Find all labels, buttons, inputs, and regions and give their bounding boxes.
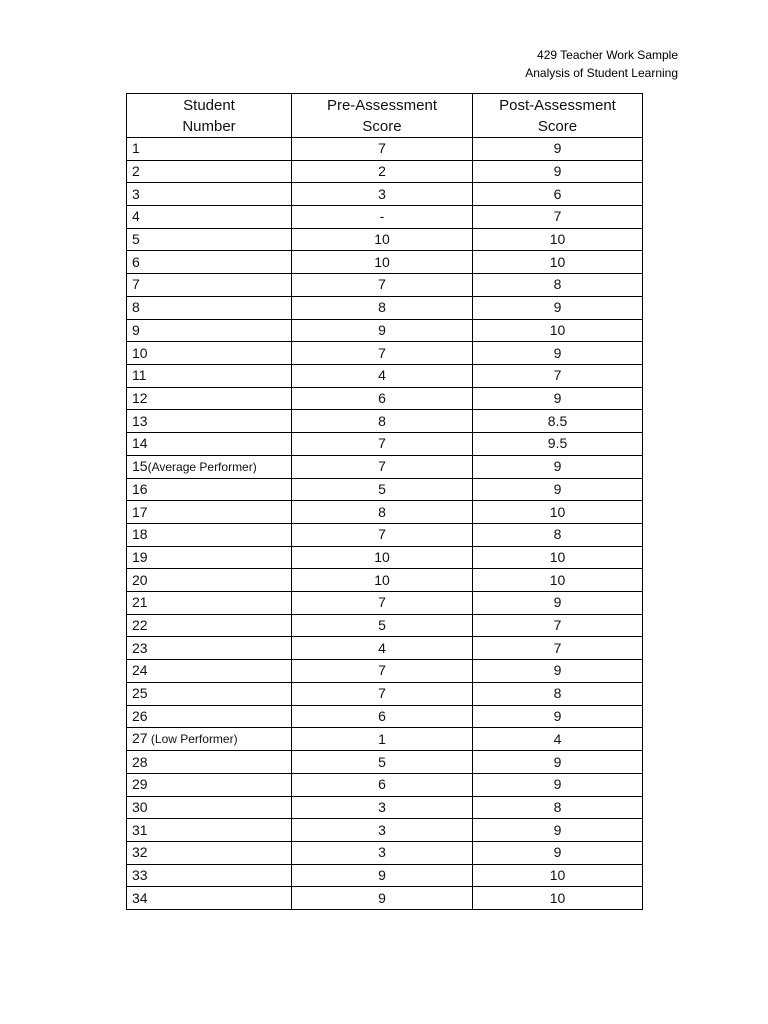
pre-assessment-score: 6 xyxy=(292,387,473,410)
pre-assessment-score: 4 xyxy=(292,637,473,660)
post-assessment-score: 9 xyxy=(473,160,643,183)
pre-assessment-score: 7 xyxy=(292,455,473,478)
table-row xyxy=(127,138,643,161)
student-number: 29 xyxy=(132,776,148,793)
student-number: 30 xyxy=(132,798,148,815)
table-row xyxy=(127,524,643,547)
student-number: 15 xyxy=(132,457,148,474)
column-header-line: Pre-Assessment xyxy=(326,96,438,114)
pre-assessment-score: 10 xyxy=(292,569,473,592)
pre-assessment-score: 6 xyxy=(292,773,473,796)
post-assessment-score: 9 xyxy=(473,342,643,365)
student-number: 10 xyxy=(132,344,148,361)
post-assessment-score: 10 xyxy=(473,251,643,274)
pre-assessment-score: 2 xyxy=(292,160,473,183)
student-number: 31 xyxy=(132,821,148,838)
table-row xyxy=(127,705,643,728)
student-number: 23 xyxy=(132,639,148,656)
column-header-line: Score xyxy=(537,117,578,135)
pre-assessment-score: 7 xyxy=(292,274,473,297)
post-assessment-score: 9 xyxy=(473,387,643,410)
table-row xyxy=(127,410,643,433)
student-number: 13 xyxy=(132,412,148,429)
pre-assessment-score: 3 xyxy=(292,819,473,842)
pre-assessment-score: - xyxy=(292,206,473,229)
student-number: 12 xyxy=(132,389,148,406)
table-row xyxy=(127,682,643,705)
table-row xyxy=(127,455,643,478)
student-number: 33 xyxy=(132,866,148,883)
table-row xyxy=(127,251,643,274)
post-assessment-score: 10 xyxy=(473,864,643,887)
column-header-line: Score xyxy=(362,117,402,135)
student-number-cell xyxy=(127,183,292,206)
student-number-cell xyxy=(127,342,292,365)
post-assessment-score: 4 xyxy=(473,728,643,751)
table-row xyxy=(127,569,643,592)
column-header-line: Post-Assessment xyxy=(499,96,616,114)
document-header xyxy=(525,46,678,82)
post-assessment-score: 7 xyxy=(473,637,643,660)
student-number-cell xyxy=(127,501,292,524)
student-number: 7 xyxy=(132,276,140,293)
post-assessment-score: 9 xyxy=(473,478,643,501)
header-row xyxy=(127,94,643,138)
column-header-line: Student xyxy=(183,96,235,114)
post-assessment-score: 8 xyxy=(473,796,643,819)
pre-assessment-score: 7 xyxy=(292,660,473,683)
pre-assessment-score: 7 xyxy=(292,682,473,705)
student-number: 1 xyxy=(132,140,140,157)
student-number-cell xyxy=(127,728,292,751)
pre-assessment-score: 9 xyxy=(292,887,473,910)
table-row xyxy=(127,296,643,319)
table-row xyxy=(127,432,643,455)
pre-assessment-score: 7 xyxy=(292,592,473,615)
student-number: 25 xyxy=(132,685,148,702)
student-number-cell xyxy=(127,432,292,455)
student-number-cell xyxy=(127,796,292,819)
student-number-cell xyxy=(127,841,292,864)
post-assessment-score: 9 xyxy=(473,660,643,683)
column-header-pre-assessment xyxy=(292,94,473,138)
pre-assessment-score: 7 xyxy=(292,432,473,455)
pre-assessment-score: 3 xyxy=(292,841,473,864)
student-number-cell xyxy=(127,660,292,683)
student-number-cell xyxy=(127,546,292,569)
student-number: 27 xyxy=(132,730,148,747)
student-number: 24 xyxy=(132,662,148,679)
pre-assessment-score: 10 xyxy=(292,228,473,251)
table-row xyxy=(127,592,643,615)
post-assessment-score: 9 xyxy=(473,455,643,478)
table-row xyxy=(127,614,643,637)
table-row xyxy=(127,819,643,842)
student-number: 17 xyxy=(132,503,148,520)
header-title: 429 Teacher Work Sample xyxy=(537,48,678,62)
student-number: 14 xyxy=(132,435,148,452)
post-assessment-score: 9.5 xyxy=(473,432,643,455)
performer-note: (Low Performer) xyxy=(147,732,238,747)
student-number-cell xyxy=(127,592,292,615)
student-number-cell xyxy=(127,819,292,842)
table-head xyxy=(127,94,643,138)
post-assessment-score: 9 xyxy=(473,592,643,615)
header-subtitle: Analysis of Student Learning xyxy=(525,66,678,80)
student-number-cell xyxy=(127,773,292,796)
pre-assessment-score: 9 xyxy=(292,864,473,887)
pre-assessment-score: 1 xyxy=(292,728,473,751)
student-number-cell xyxy=(127,614,292,637)
table-row xyxy=(127,660,643,683)
student-number: 34 xyxy=(132,889,148,906)
table-row xyxy=(127,796,643,819)
student-number-cell xyxy=(127,319,292,342)
post-assessment-score: 9 xyxy=(473,841,643,864)
student-number-cell xyxy=(127,228,292,251)
pre-assessment-score: 3 xyxy=(292,796,473,819)
student-number: 21 xyxy=(132,594,148,611)
student-number-cell xyxy=(127,478,292,501)
student-number-cell xyxy=(127,410,292,433)
table-row xyxy=(127,228,643,251)
student-number: 32 xyxy=(132,844,148,861)
post-assessment-score: 9 xyxy=(473,751,643,774)
student-number-cell xyxy=(127,524,292,547)
pre-assessment-score: 3 xyxy=(292,183,473,206)
post-assessment-score: 8 xyxy=(473,682,643,705)
post-assessment-score: 10 xyxy=(473,887,643,910)
student-number-cell xyxy=(127,206,292,229)
post-assessment-score: 6 xyxy=(473,183,643,206)
post-assessment-score: 9 xyxy=(473,773,643,796)
post-assessment-score: 9 xyxy=(473,138,643,161)
student-number: 11 xyxy=(132,367,147,384)
table-row xyxy=(127,728,643,751)
student-number-cell xyxy=(127,887,292,910)
post-assessment-score: 8 xyxy=(473,274,643,297)
student-number-cell xyxy=(127,296,292,319)
pre-assessment-score: 5 xyxy=(292,478,473,501)
table-body xyxy=(127,138,643,910)
table-row xyxy=(127,864,643,887)
table-row xyxy=(127,342,643,365)
performer-note: (Average Performer) xyxy=(147,459,257,474)
student-number: 6 xyxy=(132,253,140,270)
column-header-student-number xyxy=(127,94,292,138)
table-row xyxy=(127,637,643,660)
table-row xyxy=(127,206,643,229)
student-number: 16 xyxy=(132,480,148,497)
post-assessment-score: 9 xyxy=(473,819,643,842)
student-number-cell xyxy=(127,864,292,887)
student-number: 9 xyxy=(132,321,140,338)
student-number-cell xyxy=(127,160,292,183)
table-row xyxy=(127,546,643,569)
table-row xyxy=(127,160,643,183)
student-number-cell xyxy=(127,138,292,161)
student-number: 3 xyxy=(132,185,140,202)
table-row xyxy=(127,364,643,387)
post-assessment-score: 9 xyxy=(473,705,643,728)
student-number-cell xyxy=(127,274,292,297)
post-assessment-score: 7 xyxy=(473,206,643,229)
post-assessment-score: 7 xyxy=(473,364,643,387)
table-row xyxy=(127,841,643,864)
pre-assessment-score: 7 xyxy=(292,138,473,161)
post-assessment-score: 8.5 xyxy=(473,410,643,433)
student-number: 19 xyxy=(132,549,148,566)
pre-assessment-score: 6 xyxy=(292,705,473,728)
pre-assessment-score: 5 xyxy=(292,614,473,637)
pre-assessment-score: 10 xyxy=(292,251,473,274)
student-number-cell xyxy=(127,751,292,774)
pre-assessment-score: 10 xyxy=(292,546,473,569)
table-row xyxy=(127,751,643,774)
table-row xyxy=(127,887,643,910)
post-assessment-score: 10 xyxy=(473,319,643,342)
student-number-cell xyxy=(127,705,292,728)
pre-assessment-score: 8 xyxy=(292,296,473,319)
assessment-scores-table xyxy=(126,93,643,910)
table-row xyxy=(127,387,643,410)
pre-assessment-score: 7 xyxy=(292,342,473,365)
table-row xyxy=(127,183,643,206)
post-assessment-score: 10 xyxy=(473,546,643,569)
student-number-cell xyxy=(127,387,292,410)
student-number-cell xyxy=(127,682,292,705)
pre-assessment-score: 5 xyxy=(292,751,473,774)
table-row xyxy=(127,274,643,297)
post-assessment-score: 10 xyxy=(473,228,643,251)
student-number: 2 xyxy=(132,163,140,180)
student-number: 28 xyxy=(132,753,148,770)
student-number: 22 xyxy=(132,617,148,634)
post-assessment-score: 7 xyxy=(473,614,643,637)
table-row xyxy=(127,501,643,524)
table-row xyxy=(127,773,643,796)
column-header-post-assessment xyxy=(473,94,643,138)
post-assessment-score: 10 xyxy=(473,569,643,592)
student-number-cell xyxy=(127,569,292,592)
table-row xyxy=(127,478,643,501)
pre-assessment-score: 9 xyxy=(292,319,473,342)
pre-assessment-score: 7 xyxy=(292,524,473,547)
student-number: 4 xyxy=(132,208,140,225)
student-number: 18 xyxy=(132,526,148,543)
post-assessment-score: 9 xyxy=(473,296,643,319)
student-number-cell xyxy=(127,637,292,660)
student-number: 26 xyxy=(132,707,148,724)
post-assessment-score: 10 xyxy=(473,501,643,524)
student-number: 5 xyxy=(132,231,140,248)
pre-assessment-score: 4 xyxy=(292,364,473,387)
table-row xyxy=(127,319,643,342)
post-assessment-score: 8 xyxy=(473,524,643,547)
student-number-cell xyxy=(127,364,292,387)
column-header-line: Number xyxy=(182,117,236,135)
student-number-cell xyxy=(127,455,292,478)
student-number: 8 xyxy=(132,299,140,316)
student-number: 20 xyxy=(132,571,148,588)
pre-assessment-score: 8 xyxy=(292,410,473,433)
pre-assessment-score: 8 xyxy=(292,501,473,524)
student-number-cell xyxy=(127,251,292,274)
